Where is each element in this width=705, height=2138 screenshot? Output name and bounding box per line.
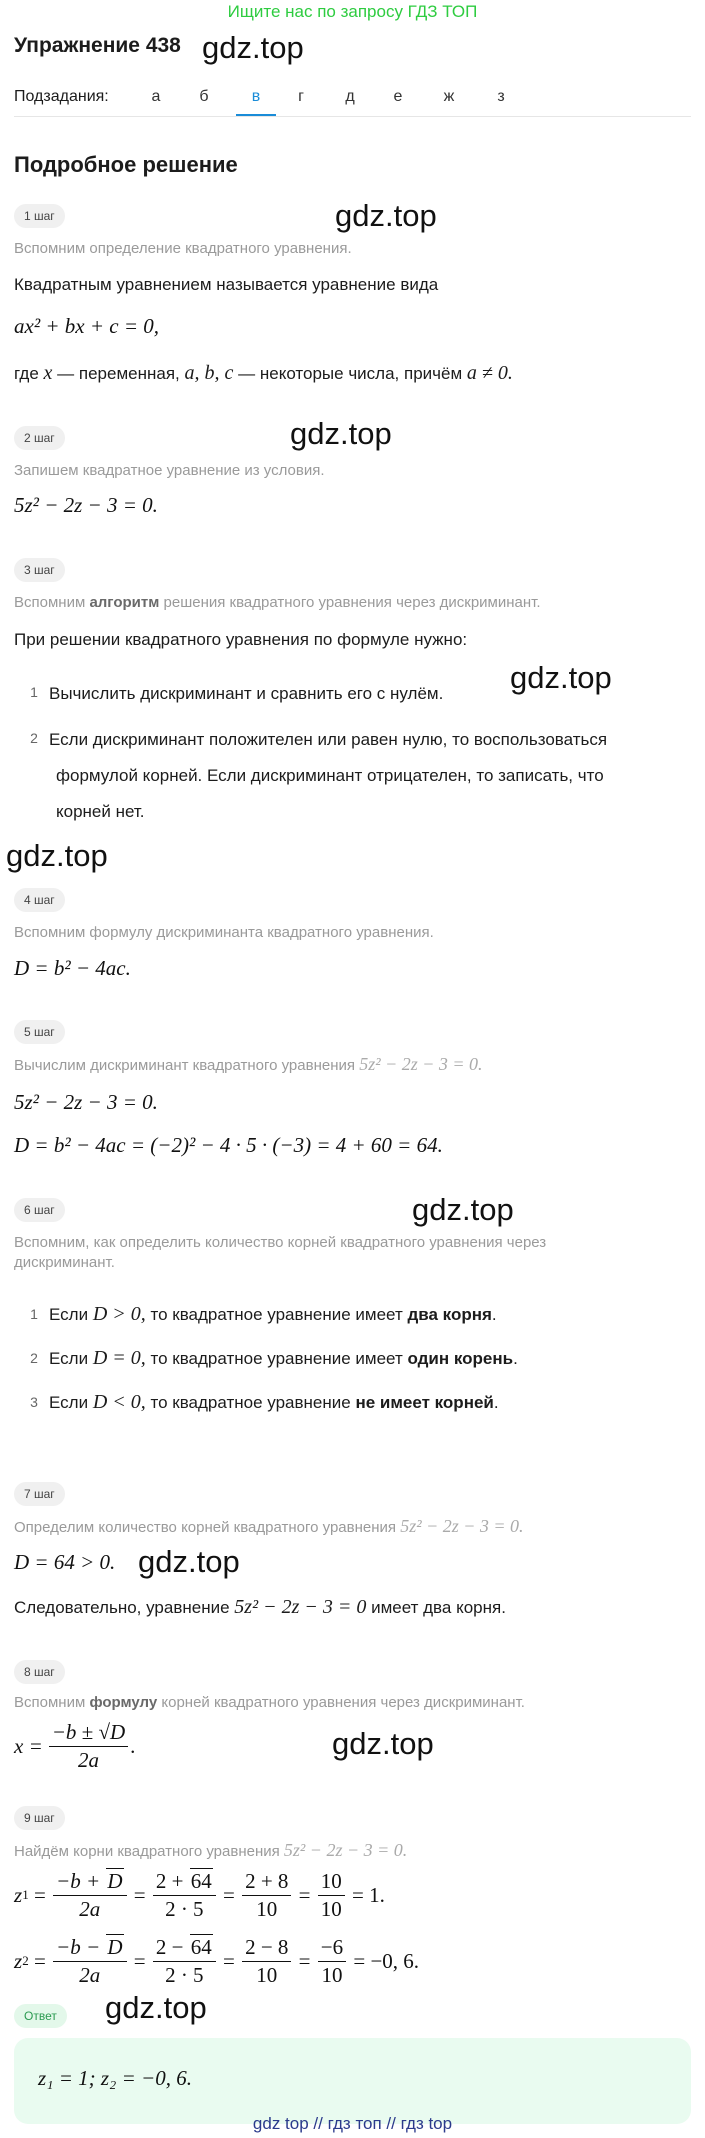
tab-v[interactable]: в: [251, 88, 261, 105]
step-badge: 4 шаг: [14, 888, 65, 912]
list-item: формулой корней. Если дискриминант отрицателен, то записать, что: [56, 766, 604, 785]
list-item: Если D = 0, то квадратное уравнение имеет один корень.: [49, 1347, 518, 1369]
step-text: При решении квадратного уравнения по формуле нужно:: [14, 630, 468, 649]
solution-heading: Подробное решение: [14, 152, 238, 177]
tabs-divider: [14, 116, 691, 117]
step-hint: Вычислим дискриминант квадратного уравнения 5z² − 2z − 3 = 0.: [14, 1054, 483, 1074]
step-badge: 5 шаг: [14, 1020, 65, 1044]
list-item: Если дискриминант положителен или равен нулю, то воспользоваться: [49, 730, 608, 749]
step-hint: Запишем квадратное уравнение из условия.: [14, 462, 325, 479]
tab-a[interactable]: а: [151, 88, 161, 105]
step-text: Квадратным уравнением называется уравнение вида: [14, 275, 439, 294]
formula: ax² + bx + c = 0,: [14, 314, 160, 338]
formula-z1: z 1 = $\frac{-b + D}{2a}$ = $\frac{2 + 64}{2 \cdot 5}$ = $\frac{2 + 8}{10}$ = $\frac{10}{10}$ = 1.: [14, 1868, 385, 1921]
list-item: Если D < 0, то квадратное уравнение не имеет корней.: [49, 1391, 499, 1413]
watermark: gdz.top: [105, 1990, 207, 2025]
step-hint: Вспомним алгоритм решения квадратного уравнения через дискриминант.: [14, 594, 541, 611]
formula: D = 64 > 0.: [14, 1550, 116, 1574]
watermark: gdz.top: [335, 198, 437, 233]
step-text: Следовательно, уравнение 5z² − 2z − 3 = 0 имеет два корня.: [14, 1596, 506, 1618]
list-number: 2: [30, 1350, 38, 1366]
step-badge: 9 шаг: [14, 1806, 65, 1830]
active-tab-indicator: [236, 114, 276, 116]
step-hint: Вспомним формулу дискриминанта квадратного уравнения.: [14, 924, 434, 941]
list-number: 1: [30, 1306, 38, 1322]
step-hint: дискриминант.: [14, 1254, 115, 1271]
formula: 5z² − 2z − 3 = 0.: [14, 1090, 158, 1114]
step-badge: 1 шаг: [14, 204, 65, 228]
watermark: gdz.top: [6, 838, 108, 873]
step-text: где x — переменная, a, b, c — некоторые числа, причём a ≠ 0.: [14, 362, 513, 384]
step-hint: Найдём корни квадратного уравнения 5z² − 2z − 3 = 0.: [14, 1840, 408, 1860]
formula: D = b² − 4ac.: [14, 956, 131, 980]
step-badge: 7 шаг: [14, 1482, 65, 1506]
watermark: gdz.top: [138, 1544, 240, 1579]
formula: D = b² − 4ac = (−2)² − 4 · 5 · (−3) = 4 + 60 = 64.: [14, 1133, 443, 1157]
page-title: Упражнение 438: [14, 34, 181, 57]
tab-b[interactable]: б: [199, 88, 209, 105]
list-item: Вычислить дискриминант и сравнить его с нулём.: [49, 684, 444, 703]
step-hint: Вспомним определение квадратного уравнения.: [14, 240, 352, 257]
step-badge: 2 шаг: [14, 426, 65, 450]
step-hint: Вспомним, как определить количество корней квадратного уравнения через: [14, 1234, 547, 1251]
tab-z[interactable]: з: [497, 88, 505, 105]
list-number: 1: [30, 684, 38, 700]
step-hint: Определим количество корней квадратного уравнения 5z² − 2z − 3 = 0.: [14, 1516, 524, 1536]
tab-d[interactable]: д: [345, 88, 355, 105]
tab-g[interactable]: г: [298, 88, 304, 105]
answer-text: z₁ = 1; z₂ = −0, 6.: [38, 2066, 192, 2090]
tab-e[interactable]: е: [393, 88, 403, 105]
search-banner: Ищите нас по запросу ГДЗ ТОП: [227, 2, 478, 21]
list-number: 2: [30, 730, 38, 746]
step-badge: 6 шаг: [14, 1198, 65, 1222]
watermark: gdz.top: [412, 1192, 514, 1227]
list-item: Если D > 0, то квадратное уравнение имеет два корня.: [49, 1303, 497, 1325]
subtasks-label: Подзадания:: [14, 88, 109, 105]
watermark: gdz.top: [202, 30, 304, 65]
footer-links[interactable]: gdz top // гдз топ // гдз top: [252, 2114, 453, 2133]
watermark: gdz.top: [290, 416, 392, 451]
list-number: 3: [30, 1394, 38, 1410]
formula-z2: z 2 = $\frac{-b - D}{2a}$ = $\frac{2 - 64}{2 \cdot 5}$ = $\frac{2 - 8}{10}$ = $\frac{-6}{10}$ = −0, 6.: [14, 1934, 420, 1987]
watermark: gdz.top: [332, 1726, 434, 1761]
step-badge: 8 шаг: [14, 1660, 65, 1684]
answer-badge: Ответ: [14, 2004, 67, 2028]
step-hint: Вспомним формулу корней квадратного уравнения через дискриминант.: [14, 1694, 525, 1711]
watermark: gdz.top: [510, 660, 612, 695]
tab-zh[interactable]: ж: [443, 88, 455, 105]
list-item: корней нет.: [56, 802, 145, 821]
formula: 5z² − 2z − 3 = 0.: [14, 493, 158, 517]
formula: x = $\frac{-b \pm √D}{2a}$ .: [14, 1720, 136, 1772]
step-badge: 3 шаг: [14, 558, 65, 582]
